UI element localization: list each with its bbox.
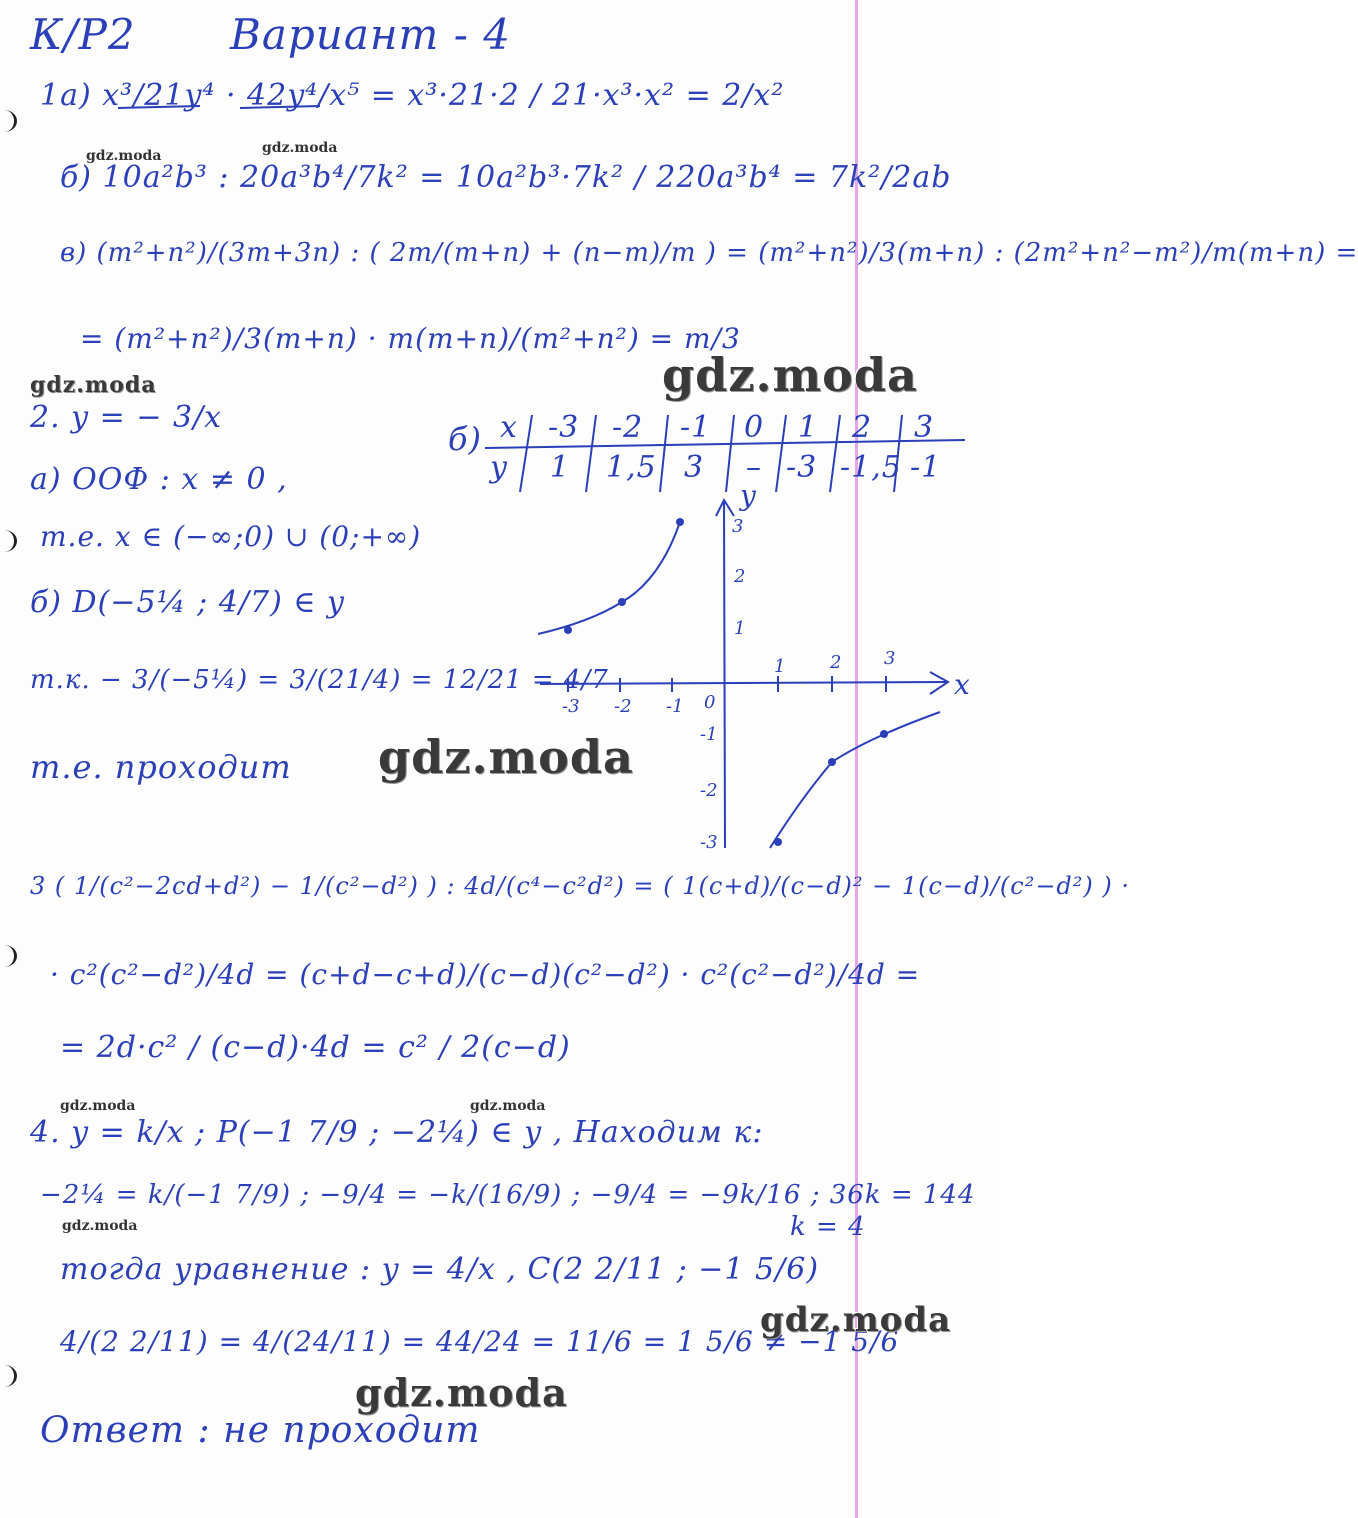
task4-line2: −2¼ = k/(−1 7/9) ; −9/4 = −k/(16/9) ; −9/4 = −9k/16 ; 36k = 144 bbox=[40, 1180, 976, 1210]
task2-conclusion: т.е. проходит bbox=[30, 748, 292, 786]
watermark: gdz.moda bbox=[62, 1218, 138, 1234]
watermark: gdz.moda bbox=[470, 1098, 546, 1114]
task4-answer: Ответ : не проходит bbox=[40, 1410, 481, 1451]
task2-point: б) D(−5¼ ; 4/7) ∈ y bbox=[30, 585, 346, 620]
x-axis-label: x bbox=[954, 668, 970, 701]
watermark: gdz.moda bbox=[662, 348, 918, 402]
y-tick-label: -1 bbox=[700, 724, 718, 745]
x-tick-label: -3 bbox=[562, 696, 580, 717]
table-y-cell: 1 bbox=[550, 450, 571, 485]
x-tick-label: 1 bbox=[774, 656, 786, 677]
table-y-cell: -3 bbox=[786, 450, 818, 485]
y-tick-label: 3 bbox=[732, 516, 744, 537]
task4-line4: тогда уравнение : y = 4/x , C(2 2/11 ; −1 5/6) bbox=[60, 1252, 820, 1287]
watermark: gdz.moda bbox=[760, 1300, 952, 1340]
task2-function: 2. y = − 3/x bbox=[30, 400, 223, 435]
table-y-cell: – bbox=[746, 450, 762, 485]
task1-b: б) 10a²b³ : 20a³b⁴/7k² = 10a²b³·7k² / 220a³b⁴ = 7k²/2ab bbox=[60, 160, 952, 195]
table-x-cell: 1 bbox=[798, 410, 819, 445]
task3-line2: · c²(c²−d²)/4d = (c+d−c+d)/(c−d)(c²−d²) · c²(c²−d²)/4d = bbox=[50, 958, 921, 991]
graph-point bbox=[774, 838, 782, 846]
table-y-cell: 1,5 bbox=[606, 450, 657, 485]
task3-line1: 3 ( 1/(c²−2cd+d²) − 1/(c²−d²) ) : 4d/(c⁴−c²d²) = ( 1(c+d)/(c−d)² − 1(c−d)/(c²−d²) ) · bbox=[30, 872, 1131, 900]
graph-point bbox=[618, 598, 626, 606]
watermark: gdz.moda bbox=[60, 1098, 136, 1114]
x-tick-label: 2 bbox=[830, 652, 842, 673]
table-y-header: y bbox=[490, 450, 508, 485]
watermark: gdz.moda bbox=[378, 730, 634, 784]
graph-point bbox=[828, 758, 836, 766]
y-tick-label: 2 bbox=[734, 566, 746, 587]
x-tick-label: -2 bbox=[614, 696, 632, 717]
y-axis-label: y bbox=[740, 479, 756, 512]
work-code: К/Р2 bbox=[30, 10, 136, 59]
table-x-cell: -3 bbox=[548, 410, 580, 445]
table-x-cell: -2 bbox=[612, 410, 644, 445]
task1-a: 1а) x³/21y⁴ · 42y⁴/x⁵ = x³·21·2 / 21·x³·x² = 2/x² bbox=[40, 78, 785, 113]
task1-v-line2: = (m²+n²)/3(m+n) · m(m+n)/(m²+n²) = m/3 bbox=[80, 322, 741, 355]
graph-point bbox=[564, 626, 572, 634]
task1-v-line1: в) (m²+n²)/(3m+3n) : ( 2m/(m+n) + (n−m)/m ) = (m²+n²)/3(m+n) : (2m²+n²−m²)/m(m+n) = bbox=[60, 238, 1358, 268]
graph-point bbox=[880, 730, 888, 738]
task4-line5: 4/(2 2/11) = 4/(24/11) = 44/24 = 11/6 = 1 5/6 ≠ −1 5/6 bbox=[60, 1325, 900, 1358]
x-tick-label: -1 bbox=[666, 696, 684, 717]
graph-point bbox=[676, 518, 684, 526]
table-x-cell: 3 bbox=[914, 410, 935, 445]
hyperbola-branch-left bbox=[538, 522, 680, 634]
task4-line1: 4. y = k/x ; P(−1 7/9 ; −2¼) ∈ y , Находим к: bbox=[30, 1115, 764, 1150]
task2-domain: а) ООФ : x ≠ 0 , bbox=[30, 462, 288, 497]
watermark: gdz.moda bbox=[262, 140, 338, 156]
table-y-cell: 3 bbox=[684, 450, 705, 485]
hyperbola-branch-right bbox=[770, 712, 940, 848]
watermark: gdz.moda bbox=[355, 1370, 568, 1415]
task3-line3: = 2d·c² / (c−d)·4d = c² / 2(c−d) bbox=[60, 1030, 571, 1065]
x-tick-label: 3 bbox=[884, 648, 896, 669]
task2-domain-interval: т.е. x ∈ (−∞;0) ∪ (0;+∞) bbox=[40, 520, 422, 553]
table-x-cell: 0 bbox=[744, 410, 765, 445]
watermark: gdz.moda bbox=[86, 148, 162, 164]
table-y-cell: -1 bbox=[910, 450, 942, 485]
variant-title: Вариант - 4 bbox=[230, 10, 511, 59]
table-y-cell: -1,5 bbox=[840, 450, 902, 485]
y-tick-label: -2 bbox=[700, 780, 718, 801]
x-tick-label: 0 bbox=[704, 692, 716, 713]
y-tick-label: -3 bbox=[700, 832, 718, 853]
table-x-header: x bbox=[500, 410, 518, 445]
y-tick-label: 1 bbox=[734, 618, 746, 639]
table-x-cell: -1 bbox=[680, 410, 712, 445]
table-x-cell: 2 bbox=[852, 410, 873, 445]
task2-check: т.к. − 3/(−5¼) = 3/(21/4) = 12/21 = 4/7 bbox=[30, 665, 609, 695]
watermark: gdz.moda bbox=[30, 372, 157, 398]
task4-line3: k = 4 bbox=[790, 1212, 866, 1242]
table-label: б) bbox=[448, 420, 483, 458]
